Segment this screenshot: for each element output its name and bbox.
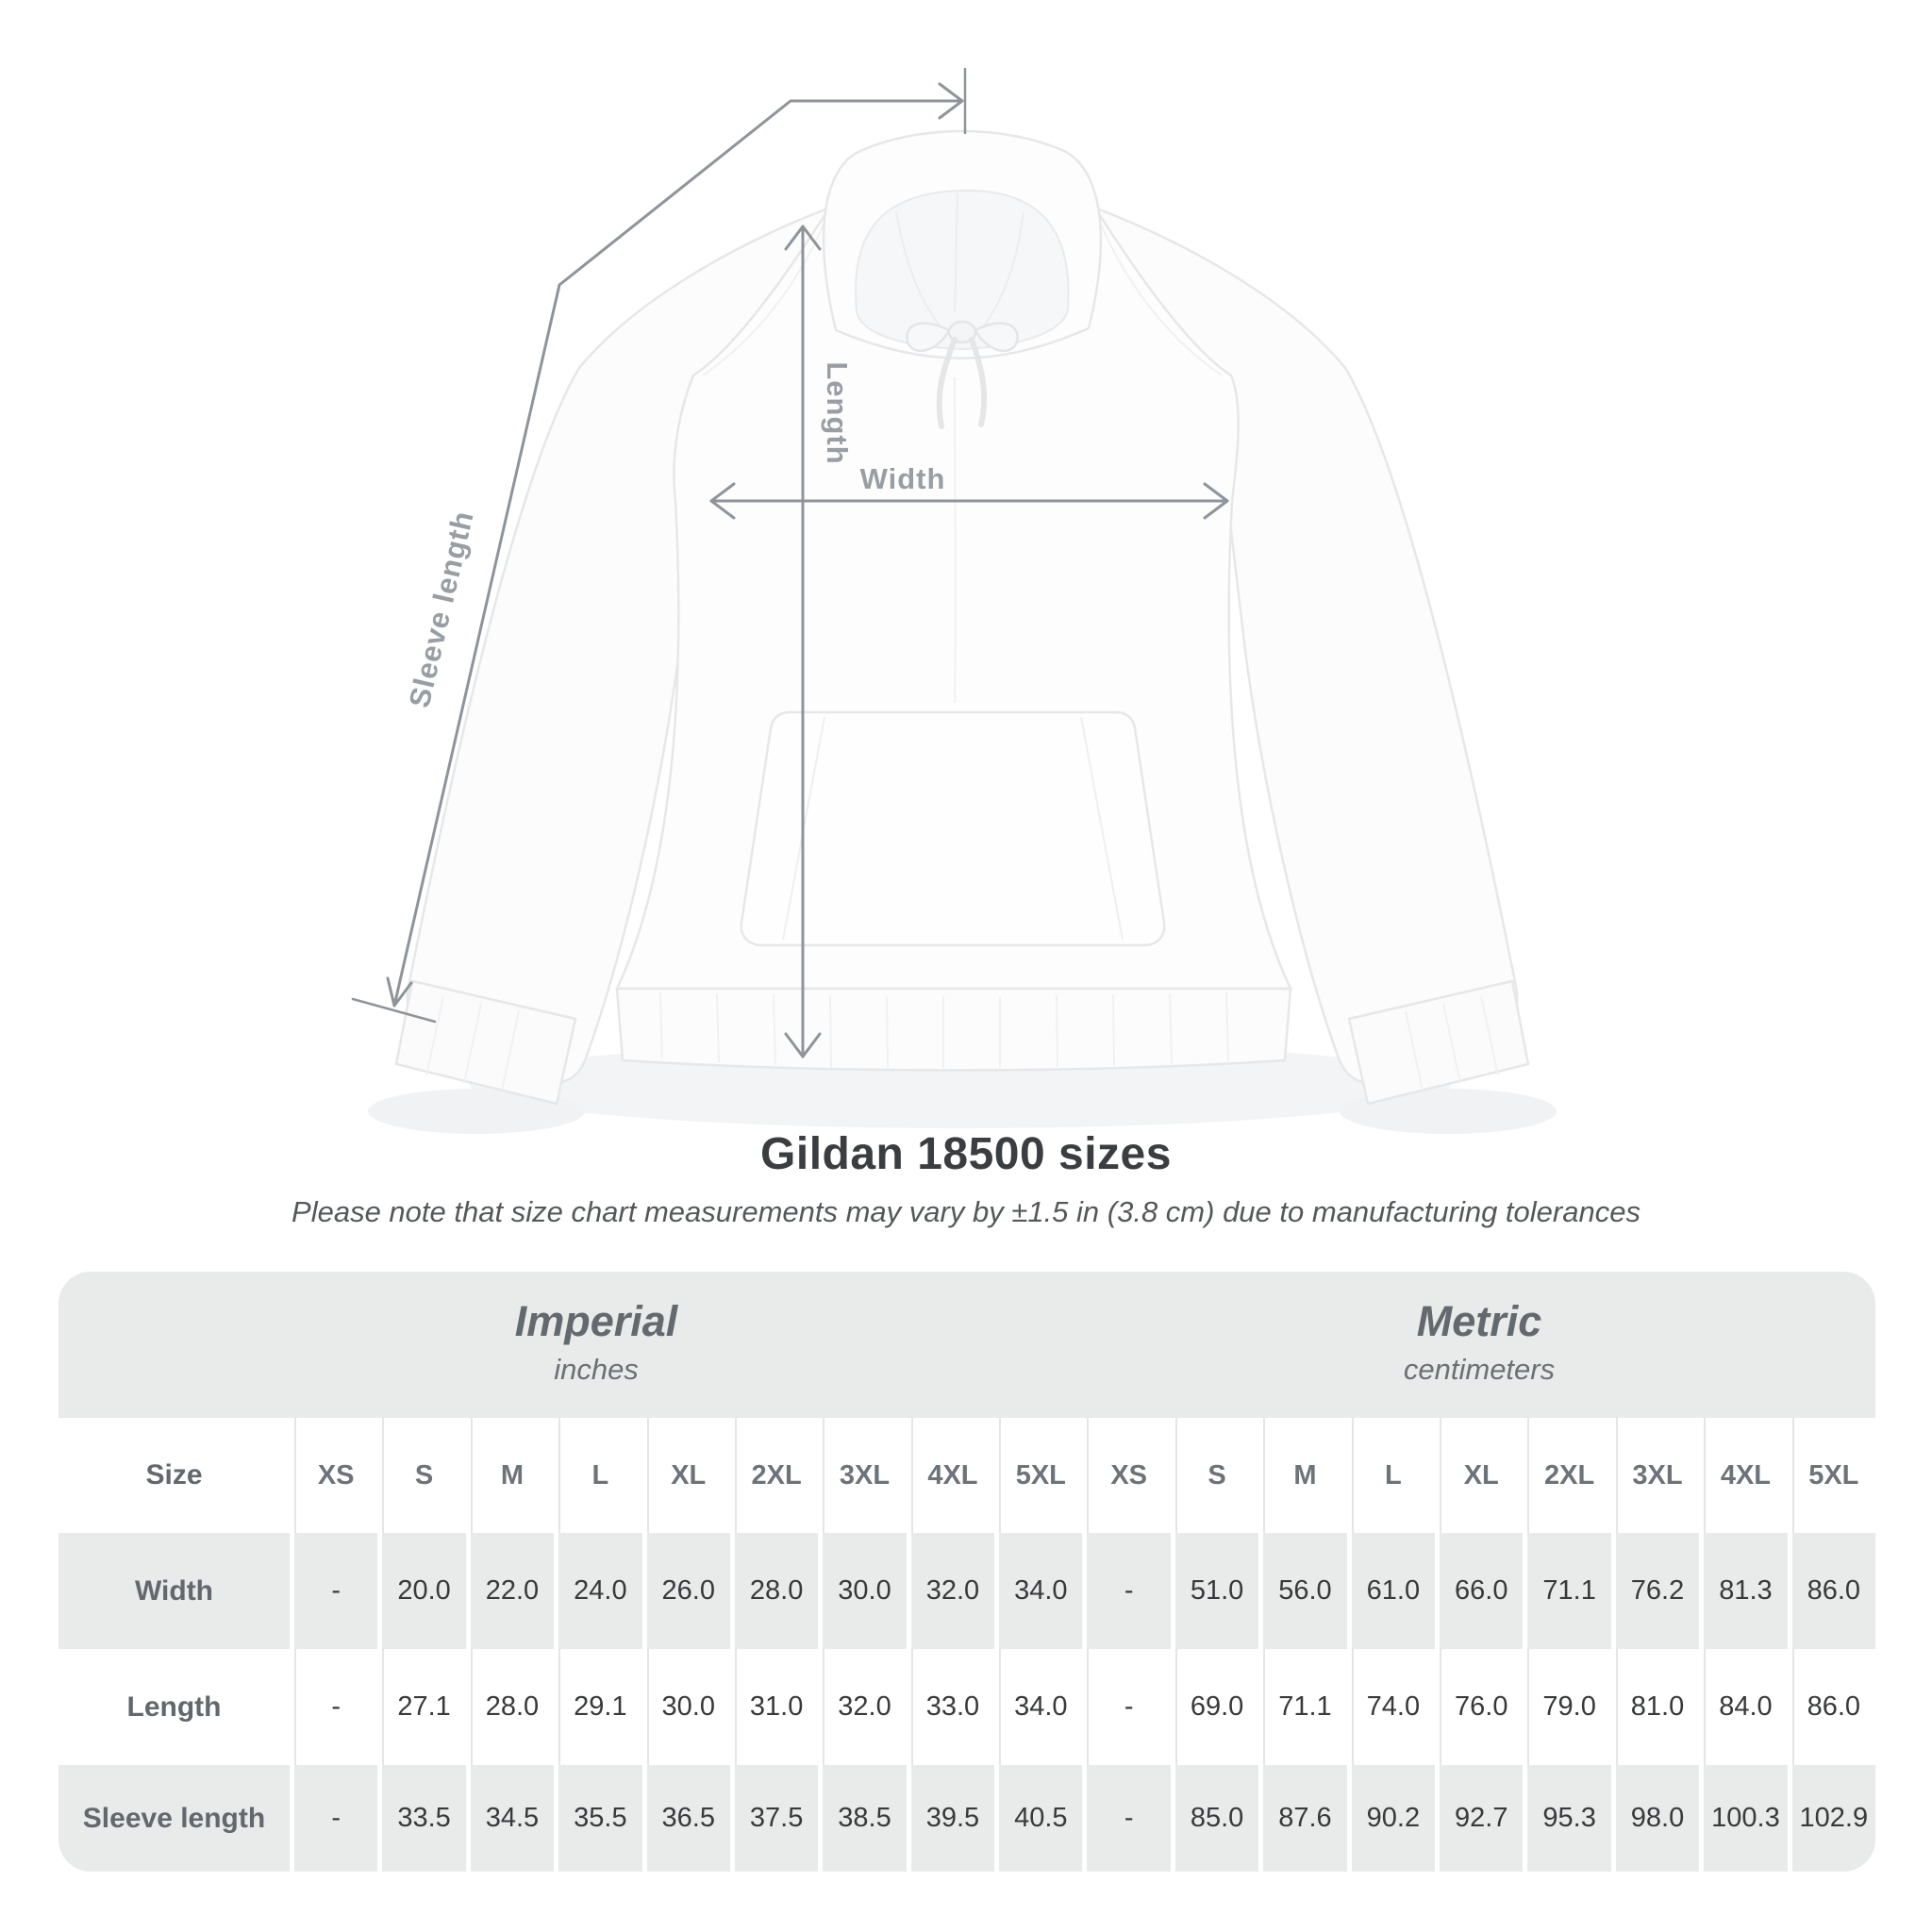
size-column-header: 3XL [1611, 1418, 1699, 1533]
value-cell: 69.0 [1171, 1649, 1258, 1765]
value-cell: 36.5 [642, 1765, 730, 1872]
value-cell: 32.0 [818, 1649, 906, 1765]
imperial-unit-label: inches [554, 1353, 639, 1386]
value-cell: 28.0 [466, 1649, 554, 1765]
size-column-header: 2XL [730, 1418, 818, 1533]
value-cell: 29.1 [554, 1649, 641, 1765]
value-cell: 37.5 [730, 1765, 818, 1872]
imperial-label: Imperial [514, 1297, 678, 1345]
size-column-header: 3XL [818, 1418, 906, 1533]
value-cell: - [290, 1533, 377, 1649]
value-cell: 39.5 [907, 1765, 994, 1872]
value-cell: 76.0 [1435, 1649, 1523, 1765]
size-column-header: M [466, 1418, 554, 1533]
width-label: Width [859, 462, 946, 495]
size-column-header: L [1347, 1418, 1435, 1533]
value-cell: 24.0 [554, 1533, 641, 1649]
size-column-header: 5XL [994, 1418, 1082, 1533]
value-cell: 51.0 [1171, 1533, 1258, 1649]
tolerance-note: Please note that size chart measurements may vary by ±1.5 in (3.8 cm) due to manufacturing tolerances [291, 1195, 1641, 1228]
value-cell: 30.0 [818, 1533, 906, 1649]
page-title: Gildan 18500 sizes [760, 1129, 1172, 1179]
value-cell: 38.5 [818, 1765, 906, 1872]
size-column-header: L [554, 1418, 641, 1533]
size-column-header: S [377, 1418, 465, 1533]
value-cell: 84.0 [1699, 1649, 1787, 1765]
value-cell: 61.0 [1347, 1533, 1435, 1649]
value-cell: - [1082, 1765, 1170, 1872]
value-cell: 81.0 [1611, 1649, 1699, 1765]
sleeve-length-label: Sleeve length [402, 507, 480, 711]
value-cell: - [290, 1649, 377, 1765]
size-column-header: XL [642, 1418, 730, 1533]
value-cell: 100.3 [1699, 1765, 1787, 1872]
value-cell: 32.0 [907, 1533, 994, 1649]
value-cell: 66.0 [1435, 1533, 1523, 1649]
value-cell: 76.2 [1611, 1533, 1699, 1649]
value-cell: - [1082, 1649, 1170, 1765]
corner-size-label: Size [58, 1418, 290, 1533]
value-cell: 92.7 [1435, 1765, 1523, 1872]
metric-unit-label: centimeters [1403, 1353, 1556, 1386]
value-cell: - [290, 1765, 377, 1872]
value-cell: 87.6 [1258, 1765, 1346, 1872]
size-column-header: M [1258, 1418, 1346, 1533]
row-label: Length [58, 1649, 290, 1765]
value-cell: 27.1 [377, 1649, 465, 1765]
value-cell: 56.0 [1258, 1533, 1346, 1649]
value-cell: 33.0 [907, 1649, 994, 1765]
size-column-header: 4XL [907, 1418, 994, 1533]
value-cell: 85.0 [1171, 1765, 1258, 1872]
value-cell: 34.0 [994, 1533, 1082, 1649]
size-column-header: 5XL [1788, 1418, 1875, 1533]
value-cell: 86.0 [1788, 1649, 1875, 1765]
size-column-header: 4XL [1699, 1418, 1787, 1533]
title-block [0, 1128, 1932, 1229]
size-column-header: 2XL [1523, 1418, 1610, 1533]
value-cell: 81.3 [1699, 1533, 1787, 1649]
value-cell: 40.5 [994, 1765, 1082, 1872]
size-column-header: XS [290, 1418, 377, 1533]
size-column-header: XS [1082, 1418, 1170, 1533]
value-cell: 30.0 [642, 1649, 730, 1765]
value-cell: 20.0 [377, 1533, 465, 1649]
hoodie-illustration [368, 131, 1557, 1134]
unit-band [58, 1272, 1875, 1418]
size-column-header: S [1171, 1418, 1258, 1533]
value-cell: - [1082, 1533, 1170, 1649]
size-chart-table [58, 1272, 1875, 1872]
row-label: Sleeve length [58, 1765, 290, 1872]
value-cell: 79.0 [1523, 1649, 1610, 1765]
size-grid [58, 1418, 1875, 1872]
value-cell: 90.2 [1347, 1765, 1435, 1872]
value-cell: 31.0 [730, 1649, 818, 1765]
value-cell: 98.0 [1611, 1765, 1699, 1872]
value-cell: 34.5 [466, 1765, 554, 1872]
row-label: Width [58, 1533, 290, 1649]
value-cell: 33.5 [377, 1765, 465, 1872]
metric-label: Metric [1416, 1297, 1542, 1345]
value-cell: 86.0 [1788, 1533, 1875, 1649]
value-cell: 34.0 [994, 1649, 1082, 1765]
kangaroo-pocket [741, 712, 1165, 945]
value-cell: 95.3 [1523, 1765, 1610, 1872]
unit-group-imperial [515, 1298, 678, 1387]
unit-group-metric [1404, 1298, 1555, 1387]
value-cell: 102.9 [1788, 1765, 1875, 1872]
value-cell: 71.1 [1523, 1533, 1610, 1649]
length-label: Length [821, 361, 854, 465]
value-cell: 74.0 [1347, 1649, 1435, 1765]
value-cell: 28.0 [730, 1533, 818, 1649]
value-cell: 35.5 [554, 1765, 641, 1872]
value-cell: 22.0 [466, 1533, 554, 1649]
value-cell: 26.0 [642, 1533, 730, 1649]
value-cell: 71.1 [1258, 1649, 1346, 1765]
size-column-header: XL [1435, 1418, 1523, 1533]
